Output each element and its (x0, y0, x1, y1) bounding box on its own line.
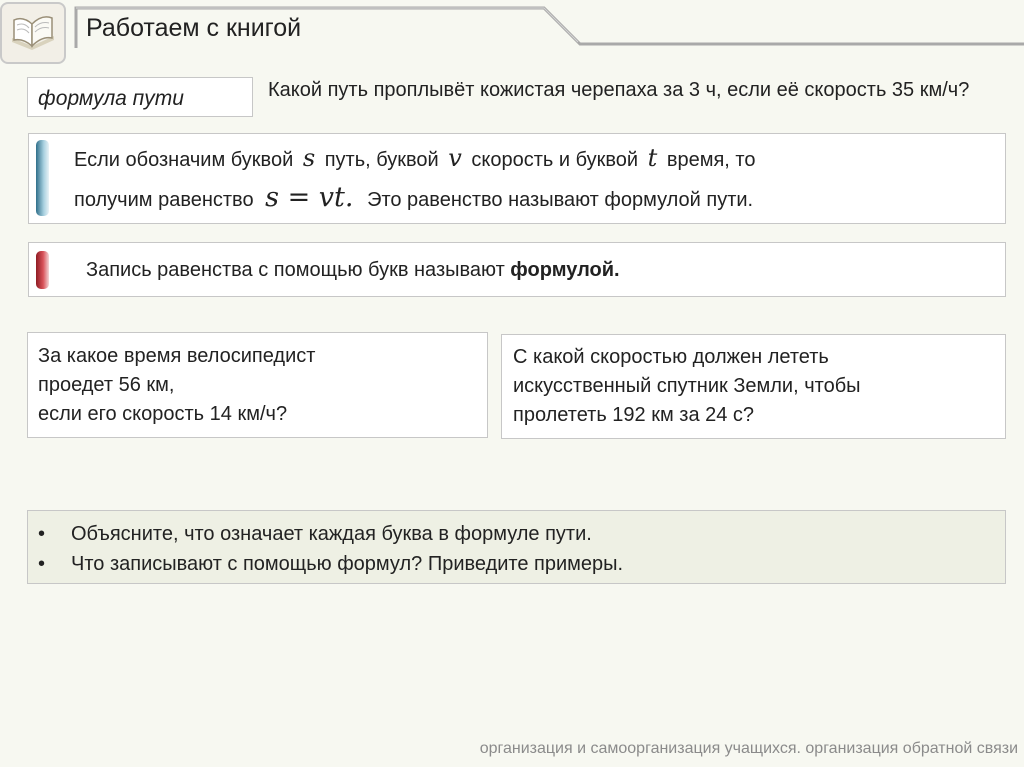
footer-caption: организация и самоорганизация учащихся. организация обратной связи (479, 740, 1018, 757)
path-formula: s = vt. (265, 182, 354, 213)
task-text: Объясните, что означает каждая буква в формуле пути. (71, 523, 592, 545)
definition-text: путь, буквой (324, 149, 439, 171)
topic-label: формула пути (27, 77, 253, 117)
problem-line: С какой скоростью должен лететь (513, 346, 829, 368)
bullet: • (38, 553, 46, 575)
open-book-icon (8, 12, 58, 56)
problem-line: За какое время велосипедист (38, 345, 316, 367)
definition-text: получим равенство (74, 189, 254, 211)
accent-bar-red (36, 251, 49, 289)
intro-question: Какой путь проплывёт кожистая черепаха за 3 ч, если её скорость 35 км/ч? (268, 79, 970, 101)
term-definition (86, 259, 620, 282)
tasks-list (28, 511, 1005, 579)
definition-text: Если обозначим буквой (74, 149, 294, 171)
problem-cyclist (27, 332, 488, 438)
problem-line: пролететь 192 км за 24 с? (513, 404, 755, 426)
problem-line: проедет 56 км, (38, 374, 175, 396)
definition-line-1 (74, 144, 755, 172)
definition-text: Это равенство называют формулой пути. (367, 189, 754, 211)
task-text: Что записывают с помощью формул? Приведите примеры. (71, 553, 624, 575)
definition-text: скорость и буквой (471, 149, 639, 171)
term-bold: формулой. (510, 259, 620, 281)
definition-text: время, то (666, 149, 756, 171)
term-text: Запись равенства с помощью букв называют (86, 259, 505, 281)
formula-term-box (28, 242, 1006, 297)
bullet: • (38, 523, 46, 545)
problem-satellite (501, 334, 1006, 439)
accent-bar-blue (36, 140, 49, 216)
variable-s: s (302, 144, 316, 172)
tasks-box (27, 510, 1006, 584)
page-title: Работаем с книгой (86, 14, 302, 42)
problem-line: если его скорость 14 км/ч? (38, 403, 288, 425)
variable-v: v (448, 144, 462, 172)
formula-definition-box (28, 133, 1006, 224)
variable-t: t (647, 144, 658, 172)
problem-line: искусственный спутник Земли, чтобы (513, 375, 861, 397)
list-item (38, 549, 1005, 579)
list-item (38, 519, 1005, 549)
book-logo (0, 2, 66, 64)
definition-line-2 (74, 182, 753, 213)
